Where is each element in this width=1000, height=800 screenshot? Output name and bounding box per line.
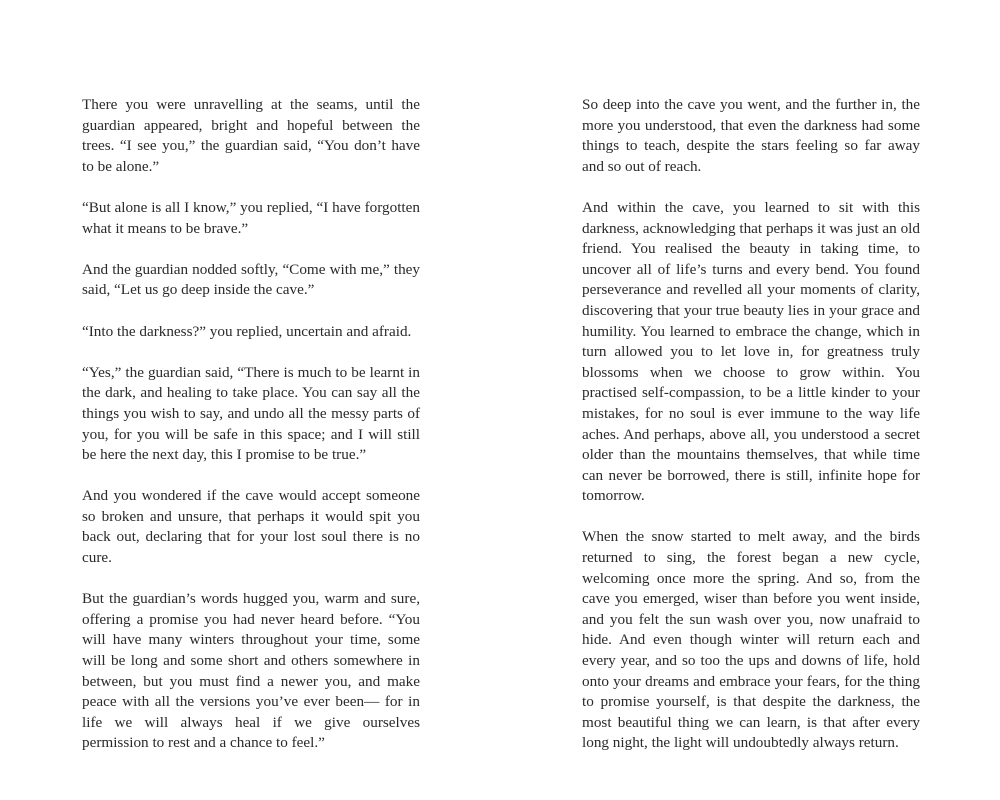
- left-paragraph-1: There you were unravelling at the seams, until the guardian appeared, bright and hopeful between the trees. “I see you,” the guardian said, “You don’t have to be alone.”: [82, 96, 420, 175]
- right-page: [582, 95, 920, 754]
- right-paragraph-1: So deep into the cave you went, and the further in, the more you understood, that even the darkness had some things to teach, despite the stars feeling so far away and so out of reach.: [582, 96, 920, 175]
- left-paragraph-3: And the guardian nodded softly, “Come with me,” they said, “Let us go deep inside the cave.”: [82, 260, 420, 299]
- right-paragraph-2: And within the cave, you learned to sit with this darkness, acknowledging that perhaps it was just an old friend. You realised the beauty in taking time, to uncover all of life’s turns and every bend. You found perseverance and revelled all your moments of clarity, discovering that your true beauty lies in your grace and humility. You learned to embrace the change, which in turn allowed you to let love in, for greatness truly blossoms when we choose to grow within. You practised self-compassion, to be a little kinder to your mistakes, for no soul is ever immune to the way life aches. And perhaps, above all, you understood a secret older than the mountains themselves, that while time can never be borrowed, there is still, infinite hope for tomorrow.: [582, 198, 920, 505]
- left-page: [82, 95, 420, 754]
- left-paragraph-7: But the guardian’s words hugged you, warm and sure, offering a promise you had never heard before. “You will have many winters throughout your time, some will be long and some short and others somewhere in between, but you must find a newer you, and make peace with all the versions you’ve ever been— for in life we will always heal if we give ourselves permission to rest and a chance to feel.”: [82, 590, 420, 752]
- left-paragraph-5: “Yes,” the guardian said, “There is much to be learnt in the dark, and healing to take place. You can say all the things you wish to say, and undo all the messy parts of you, for you will be safe in this space; and I will still be here the next day, this I promise to be true.”: [82, 363, 420, 464]
- right-paragraph-3: When the snow started to melt away, and the birds returned to sing, the forest began a new cycle, welcoming once more the spring. And so, from the cave you emerged, wiser than before you went inside, and you felt the sun wash over you, now unafraid to hide. And even though winter will return each and every year, and so too the ups and downs of life, hold onto your dreams and embrace your fears, for the thing to promise yourself, is that despite the darkness, the most beautiful thing we can learn, is that after every long night, the light will undoubtedly always return.: [582, 528, 920, 752]
- left-paragraph-2: “But alone is all I know,” you replied, “I have forgotten what it means to be brave.”: [82, 198, 420, 237]
- left-paragraph-6: And you wondered if the cave would accept someone so broken and unsure, that perhaps it would spit you back out, declaring that for your lost soul there is no cure.: [82, 487, 420, 567]
- left-paragraph-4: “Into the darkness?” you replied, uncertain and afraid.: [82, 322, 412, 340]
